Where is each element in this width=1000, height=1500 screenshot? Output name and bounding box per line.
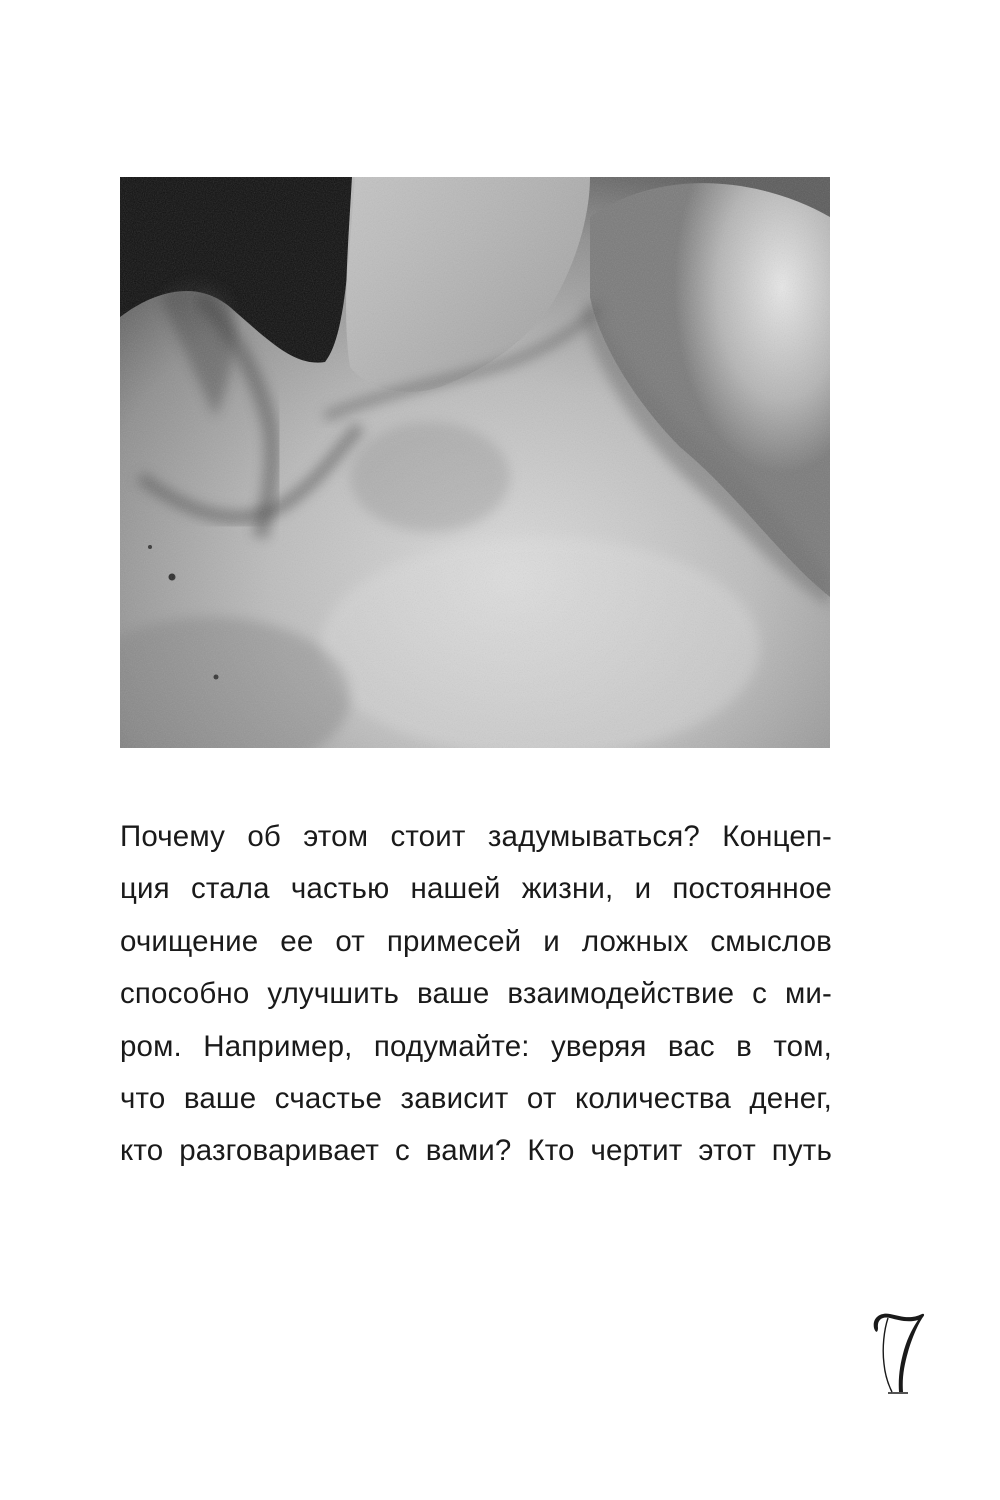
body-paragraph <box>120 811 832 1178</box>
paragraph-line: способно улучшить ваше взаимодействие с ми- <box>120 977 832 1011</box>
paragraph-line: очищение ее от примесей и ложных смыслов <box>120 924 832 958</box>
paragraph-line: ция стала частью нашей жизни, и постоянное <box>120 872 832 906</box>
page-number-7 <box>868 1308 928 1398</box>
black-white-photo <box>120 177 830 748</box>
neck-collarbone-image <box>120 177 830 748</box>
paragraph-line: что ваше счастье зависит от количества денег, <box>120 1082 832 1116</box>
paragraph-line: ром. Например, подумайте: уверяя вас в том, <box>120 1029 832 1063</box>
stylized-7-icon <box>868 1308 928 1398</box>
paragraph-line: Почему об этом стоит задумываться? Концеп- <box>120 820 832 853</box>
paragraph-line: кто разговаривает с вами? Кто чертит этот путь <box>120 1134 832 1168</box>
